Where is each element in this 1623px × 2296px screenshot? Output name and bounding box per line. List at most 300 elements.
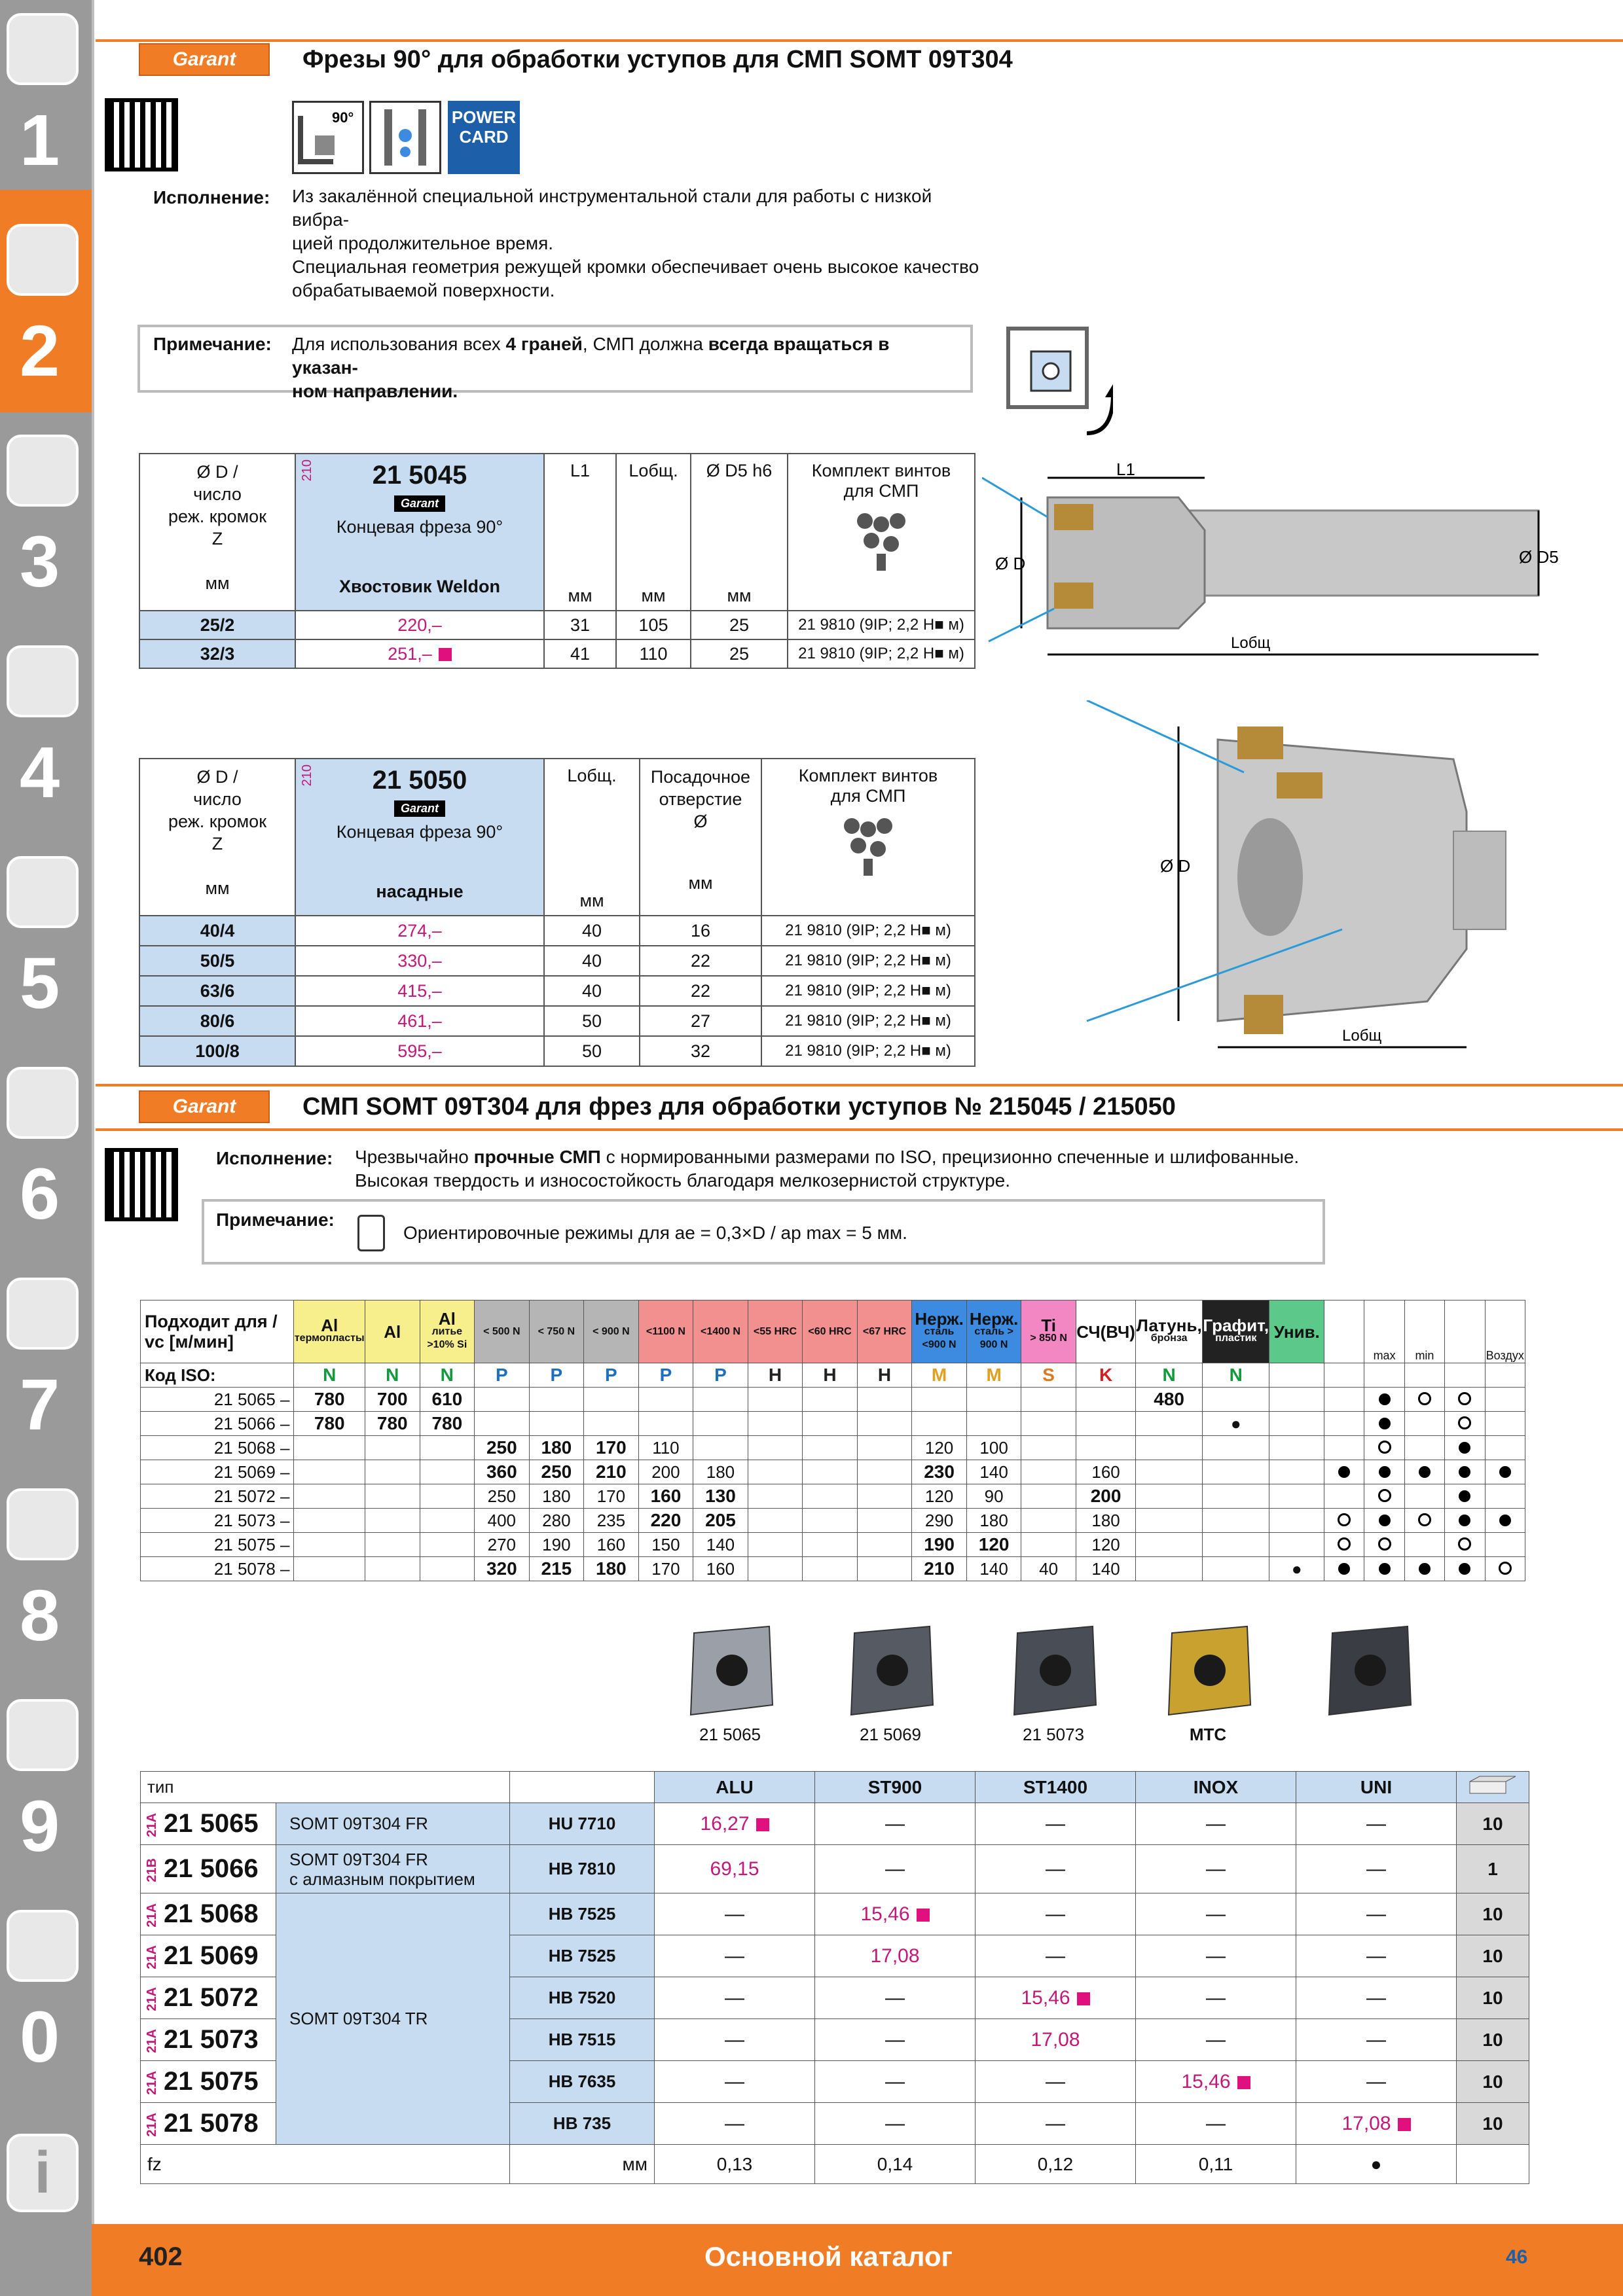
coolant-cell (1324, 1557, 1364, 1581)
package-icon (1457, 1772, 1529, 1803)
price-cell: — (815, 1845, 976, 1893)
coolant-cell (1485, 1460, 1525, 1484)
coolant-cell (1485, 1363, 1525, 1388)
chapter-number[interactable]: 8 (20, 1575, 60, 1656)
recommended-dot-icon (1379, 1418, 1391, 1429)
vc-value (1269, 1533, 1324, 1557)
footer-title: Основной каталог (704, 2241, 953, 2272)
note-label: Примечание: (153, 334, 272, 354)
grade-header: UNI (1296, 1772, 1457, 1803)
pack-qty: 10 (1457, 2019, 1529, 2061)
hardness-code: HB 735 (510, 2103, 655, 2145)
vc-value (857, 1412, 912, 1436)
possible-ring-icon (1458, 1537, 1471, 1551)
section-divider (96, 39, 1623, 42)
coolant-cell (1485, 1484, 1525, 1509)
coolant-cell (1404, 1557, 1444, 1581)
execution-label: Исполнение: (216, 1148, 333, 1168)
chapter-2-icon[interactable] (7, 224, 79, 296)
vc-value (857, 1484, 912, 1509)
diameter-cell: 80/6 (139, 1006, 295, 1036)
fz-value: 0,12 (976, 2145, 1136, 2184)
price-cell: — (976, 1893, 1136, 1935)
possible-ring-icon (1338, 1513, 1351, 1526)
chapter-8-icon[interactable] (7, 1488, 79, 1560)
material-column-header: <1100 N (638, 1300, 693, 1363)
ltot-cell: 40 (544, 976, 640, 1006)
material-column-header: Нерж. сталь > 900 N (966, 1300, 1021, 1363)
price-cell: — (976, 2061, 1136, 2103)
table-row (139, 946, 975, 976)
info-icon: i (34, 2140, 51, 2206)
vc-value: 780 (294, 1388, 365, 1412)
pack-qty: 10 (1457, 1977, 1529, 2019)
vc-value (420, 1436, 475, 1460)
bore-cell: 22 (640, 946, 761, 976)
vc-value (1021, 1412, 1076, 1436)
iso-code: H (748, 1363, 803, 1388)
new-item-mark (756, 1818, 769, 1831)
vc-value (420, 1484, 475, 1509)
coolant-cell (1364, 1557, 1404, 1581)
material-column-header: < 500 N (475, 1300, 530, 1363)
ltot-cell: 40 (544, 946, 640, 976)
hardness-code: HB 7515 (510, 2019, 655, 2061)
material-column-header: Al литье >10% Si (420, 1300, 475, 1363)
table-row (141, 1557, 1525, 1581)
coolant-cell (1485, 1533, 1525, 1557)
vc-value: 780 (420, 1412, 475, 1436)
insert-code-cell: 21A 21 5072 (141, 1977, 276, 2019)
recommended-dot-icon (1459, 1490, 1470, 1502)
screws-cell: 21 9810 (9IP; 2,2 Н■ м) (761, 916, 975, 946)
vc-value (420, 1509, 475, 1533)
vc-value: 780 (365, 1412, 420, 1436)
vc-value (1021, 1388, 1076, 1412)
iso-code: H (803, 1363, 858, 1388)
recommended-dot-icon (1338, 1466, 1350, 1478)
product-name: Концевая фреза 90° (336, 822, 503, 842)
vc-value: 320 (475, 1557, 530, 1581)
price-cell: 16,27 (655, 1803, 815, 1845)
material-column-header: < 750 N (529, 1300, 584, 1363)
vc-value: 40 (1021, 1557, 1076, 1581)
vc-value: 170 (584, 1484, 639, 1509)
col-ds-header: Ø D5 h6 мм (691, 454, 788, 611)
vc-value (748, 1557, 803, 1581)
holder-table-215050 (139, 758, 976, 1067)
chapter-number[interactable]: 4 (20, 732, 60, 813)
chapter-number[interactable]: 9 (20, 1786, 60, 1867)
iso-code: N (1136, 1363, 1203, 1388)
product-name: Концевая фреза 90° (336, 517, 503, 537)
vc-value (1203, 1557, 1269, 1581)
vc-value: 230 (912, 1460, 967, 1484)
vc-value: 250 (529, 1460, 584, 1484)
vc-value (365, 1533, 420, 1557)
vc-value: 250 (475, 1484, 530, 1509)
vc-value: 120 (966, 1533, 1021, 1557)
price-cell: — (1136, 1845, 1296, 1893)
section-divider (96, 1084, 1623, 1086)
chapter-number[interactable]: 6 (20, 1154, 60, 1234)
angle-90-icon (292, 101, 364, 174)
coolant-cell (1445, 1412, 1485, 1436)
insert-label: 21 5065 (699, 1725, 761, 1744)
vc-value: 180 (529, 1436, 584, 1460)
vc-value: 190 (529, 1533, 584, 1557)
chapter-number[interactable]: 3 (20, 522, 60, 602)
vc-value (693, 1388, 748, 1412)
vc-value (294, 1460, 365, 1484)
insert-code: 21 5072 – (141, 1484, 294, 1509)
vc-value (966, 1412, 1021, 1436)
price-cell: — (815, 1803, 976, 1845)
coolant-cell (1404, 1484, 1444, 1509)
vc-value: 360 (475, 1460, 530, 1484)
insert-image (1319, 1623, 1417, 1754)
new-item-mark (439, 648, 452, 661)
ds-cell: 25 (691, 639, 788, 668)
pack-qty: 10 (1457, 1803, 1529, 1845)
chapter-i-icon[interactable] (7, 2134, 79, 2212)
coolant-cell (1485, 1509, 1525, 1533)
price-cell: — (1136, 2019, 1296, 2061)
execution-text: Из закалённой специальной инструментальной стали для работы с низкой вибра- цией продолжительное время. Специальная геометрия режущей кромки обеспечивает очень высокое качество обрабатываемой поверхности. (292, 186, 979, 300)
vc-value: 210 (912, 1557, 967, 1581)
vc-value (803, 1509, 858, 1533)
vc-value (1076, 1436, 1135, 1460)
ltot-cell: 105 (616, 611, 691, 639)
insert-image (1004, 1623, 1103, 1754)
vc-value (475, 1388, 530, 1412)
fz-value: ● (1296, 2145, 1457, 2184)
price-cell: — (1296, 1803, 1457, 1845)
garant-logo: Garant (394, 800, 445, 817)
recommended-dot-icon (1499, 1466, 1511, 1478)
ltot-cell: 110 (616, 639, 691, 668)
vc-value (1136, 1436, 1203, 1460)
col-diameter-header: Ø D / число реж. кромок Z мм (139, 454, 295, 611)
vc-value (365, 1460, 420, 1484)
vc-value (475, 1412, 530, 1436)
price-cell: 15,46 (1136, 2061, 1296, 2103)
coolant-cell (1364, 1460, 1404, 1484)
price-cell: — (655, 1977, 815, 2019)
new-item-mark (1077, 1992, 1090, 2005)
price-cell: — (1296, 2019, 1457, 2061)
table-row (139, 976, 975, 1006)
col-bore-header: Посадочное отверстие Ø мм (640, 759, 761, 916)
vc-value (420, 1460, 475, 1484)
table-row (141, 1893, 1529, 1935)
coolant-cell (1404, 1533, 1444, 1557)
chapter-7-icon[interactable] (7, 1278, 79, 1350)
recommended-dot-icon (1379, 1515, 1391, 1526)
vc-value (912, 1412, 967, 1436)
coolant-cell (1364, 1363, 1404, 1388)
price-cell: — (1296, 1893, 1457, 1935)
vc-value: 180 (693, 1460, 748, 1484)
svg-text:L1: L1 (1116, 459, 1135, 479)
vc-header: Подходит для / vc [м/мин] (141, 1300, 294, 1363)
product-subtitle: насадные (376, 882, 464, 901)
vc-value: 780 (294, 1412, 365, 1436)
section-title: Фрезы 90° для обработки уступов для СМП SOMT 09T304 (302, 46, 1013, 73)
chapter-5-icon[interactable] (7, 856, 79, 928)
vc-value: 610 (420, 1388, 475, 1412)
table-row (139, 916, 975, 946)
vc-value (638, 1412, 693, 1436)
vc-value: 120 (912, 1436, 967, 1460)
vc-value: ● (1269, 1557, 1324, 1581)
diameter-cell: 100/8 (139, 1036, 295, 1066)
coolant-cell (1404, 1388, 1444, 1412)
price-cell: — (815, 2061, 976, 2103)
catalog-tag: 210 (300, 459, 314, 482)
recommended-dot-icon (1499, 1515, 1511, 1526)
vc-value: 270 (475, 1533, 530, 1557)
power-card-badge: POWER CARD (448, 101, 520, 174)
grade-header: ST900 (815, 1772, 976, 1803)
vc-value (1076, 1412, 1135, 1436)
insert-code-cell: 21A 21 5069 (141, 1935, 276, 1977)
vc-value: ● (1203, 1412, 1269, 1436)
vc-value (1136, 1484, 1203, 1509)
hardness-code: HB 7525 (510, 1935, 655, 1977)
table-row (139, 611, 975, 639)
coolant-cell (1404, 1509, 1444, 1533)
vc-value: 220 (638, 1509, 693, 1533)
recommended-dot-icon (1379, 1393, 1391, 1405)
vc-value: 200 (1076, 1484, 1135, 1509)
insert-price-table (140, 1771, 1529, 2184)
product-header (295, 759, 544, 916)
coolant-cell (1485, 1436, 1525, 1460)
grade-header: ALU (655, 1772, 815, 1803)
vc-value (803, 1460, 858, 1484)
table-row (141, 1509, 1525, 1533)
vc-value (365, 1557, 420, 1581)
vc-value (420, 1557, 475, 1581)
insert-image (681, 1623, 779, 1754)
iso-code: P (638, 1363, 693, 1388)
vc-value (857, 1460, 912, 1484)
vc-value (584, 1388, 639, 1412)
screws-cell: 21 9810 (9IP; 2,2 Н■ м) (788, 639, 975, 668)
price-cell: 220,– (295, 611, 544, 639)
chapter-number[interactable]: 0 (20, 1997, 60, 2077)
vc-value (748, 1533, 803, 1557)
price-cell: — (655, 1893, 815, 1935)
price-cell: — (815, 2019, 976, 2061)
chapter-1-icon[interactable] (7, 13, 79, 85)
vc-value (420, 1533, 475, 1557)
recommended-dot-icon (1419, 1466, 1431, 1478)
product-code: 21 5045 (372, 461, 467, 490)
price-cell: — (655, 2103, 815, 2145)
iso-label: Код ISO: (141, 1363, 294, 1388)
coolant-column-header (1324, 1300, 1364, 1363)
price-cell: 595,– (295, 1036, 544, 1066)
coolant-cell (1324, 1436, 1364, 1460)
chapter-number[interactable]: 1 (20, 100, 60, 181)
iso-code: N (420, 1363, 475, 1388)
coolant-cell (1404, 1412, 1444, 1436)
hardness-code: HB 7525 (510, 1893, 655, 1935)
vc-value: 170 (584, 1436, 639, 1460)
chapter-4-icon[interactable] (7, 645, 79, 717)
screws-cell: 21 9810 (9IP; 2,2 Н■ м) (761, 976, 975, 1006)
price-cell: — (1136, 1803, 1296, 1845)
iso-code-row (141, 1363, 1525, 1388)
price-cell: — (655, 2019, 815, 2061)
material-column-header: Ti > 850 N (1021, 1300, 1076, 1363)
screws-cell: 21 9810 (9IP; 2,2 Н■ м) (761, 946, 975, 976)
material-column-header: < 900 N (584, 1300, 639, 1363)
vc-value (1136, 1557, 1203, 1581)
chapter-6-icon[interactable] (7, 1067, 79, 1139)
vc-value: 180 (1076, 1509, 1135, 1533)
recommended-dot-icon (1379, 1466, 1391, 1478)
diameter-cell: 40/4 (139, 916, 295, 946)
price-cell: — (1296, 1845, 1457, 1893)
price-cell: 69,15 (655, 1845, 815, 1893)
vc-value: 120 (912, 1484, 967, 1509)
section-divider (96, 1128, 1623, 1131)
vc-value (966, 1388, 1021, 1412)
price-cell: — (1296, 1935, 1457, 1977)
screws-cell: 21 9810 (9IP; 2,2 Н■ м) (761, 1006, 975, 1036)
vc-value (365, 1509, 420, 1533)
vc-value (1269, 1388, 1324, 1412)
price-cell: — (1296, 2061, 1457, 2103)
vc-value (1203, 1484, 1269, 1509)
qr-code-icon[interactable] (105, 98, 178, 171)
vc-value: 700 (365, 1388, 420, 1412)
vc-value (1203, 1533, 1269, 1557)
vc-value (857, 1509, 912, 1533)
iso-code: N (1203, 1363, 1269, 1388)
chapter-9-icon[interactable] (7, 1699, 79, 1771)
vc-value (857, 1557, 912, 1581)
sidebar-divider (92, 0, 94, 2296)
vc-value (1136, 1533, 1203, 1557)
price-cell: 251,– (295, 639, 544, 668)
vc-value (1203, 1460, 1269, 1484)
chapter-0-icon[interactable] (7, 1910, 79, 1982)
table-row (141, 1845, 1529, 1893)
insert-code-cell: 21A 21 5068 (141, 1893, 276, 1935)
type-label: тип (141, 1772, 510, 1803)
price-cell: 17,08 (976, 2019, 1136, 2061)
coolant-cell (1364, 1436, 1404, 1460)
material-column-header: Al (365, 1300, 420, 1363)
insert-code-cell: 21A 21 5075 (141, 2061, 276, 2103)
screws-icon (852, 508, 911, 573)
vc-value (1021, 1509, 1076, 1533)
vc-value (294, 1557, 365, 1581)
ltot-cell: 50 (544, 1036, 640, 1066)
ltot-cell: 40 (544, 916, 640, 946)
price-cell: — (976, 2103, 1136, 2145)
catalog-number: 46 (1506, 2246, 1528, 2268)
product-subtitle: Хвостовик Weldon (339, 577, 500, 596)
vc-value: 210 (584, 1460, 639, 1484)
table-row (141, 1412, 1525, 1436)
chapter-3-icon[interactable] (7, 435, 79, 507)
coolant-column-header: Воздух (1485, 1300, 1525, 1363)
possible-ring-icon (1378, 1441, 1391, 1454)
insert-description: SOMT 09T304 FR (276, 1803, 510, 1845)
vc-value (1269, 1509, 1324, 1533)
vc-value (529, 1388, 584, 1412)
insert-description: SOMT 09T304 FR с алмазным покрытием (276, 1845, 510, 1893)
recommended-dot-icon (1459, 1442, 1470, 1454)
table-row (141, 1484, 1525, 1509)
bore-cell: 22 (640, 976, 761, 1006)
insert-code-cell: 21A 21 5078 (141, 2103, 276, 2145)
cutting-data-table (140, 1300, 1525, 1581)
fz-value: 0,14 (815, 2145, 976, 2184)
bore-cell: 27 (640, 1006, 761, 1036)
iso-code: P (693, 1363, 748, 1388)
diameter-cell: 25/2 (139, 611, 295, 639)
col-screws-header: Комплект винтов для СМП (761, 759, 975, 916)
recommended-dot-icon (1419, 1563, 1431, 1575)
vc-value (584, 1412, 639, 1436)
col-l1-header: L1 мм (544, 454, 616, 611)
screws-cell: 21 9810 (9IP; 2,2 Н■ м) (761, 1036, 975, 1066)
pack-qty: 10 (1457, 2103, 1529, 2145)
page-number: 402 (139, 2242, 183, 2271)
shell-mill-drawing (1074, 700, 1597, 1067)
iso-code: K (1076, 1363, 1135, 1388)
table-row (139, 1006, 975, 1036)
coolant-cell (1404, 1460, 1444, 1484)
section-title: СМП SOMT 09T304 для фрез для обработки уступов № 215045 / 215050 (302, 1093, 1176, 1121)
chapter-number[interactable]: 7 (20, 1365, 60, 1445)
insert-code: 21 5066 – (141, 1412, 294, 1436)
vc-value (1136, 1509, 1203, 1533)
coolant-cell (1364, 1412, 1404, 1436)
qr-code-icon[interactable] (105, 1148, 178, 1221)
price-cell: — (1296, 1977, 1457, 2019)
iso-code: S (1021, 1363, 1076, 1388)
coolant-cell (1364, 1484, 1404, 1509)
vc-value (1269, 1484, 1324, 1509)
insert-code: 21 5073 – (141, 1509, 294, 1533)
bore-cell: 32 (640, 1036, 761, 1066)
vc-value (529, 1412, 584, 1436)
vc-value (1203, 1388, 1269, 1412)
vc-value (294, 1533, 365, 1557)
iso-code: P (475, 1363, 530, 1388)
vc-value (365, 1436, 420, 1460)
insert-label: MTC (1189, 1725, 1227, 1744)
chapter-number[interactable]: 2 (20, 311, 60, 391)
note-text: Для использования всех 4 граней, СМП должна всегда вращаться в указан- ном направлении. (292, 334, 890, 401)
vc-value: 200 (638, 1460, 693, 1484)
grade-header-row (141, 1772, 1529, 1803)
vc-value (748, 1484, 803, 1509)
vc-value (1203, 1436, 1269, 1460)
hardness-code: HB 7635 (510, 2061, 655, 2103)
fz-row (141, 2145, 1529, 2184)
chapter-number[interactable]: 5 (20, 943, 60, 1024)
material-column-header: Al термопласты (294, 1300, 365, 1363)
price-cell: 17,08 (1296, 2103, 1457, 2145)
